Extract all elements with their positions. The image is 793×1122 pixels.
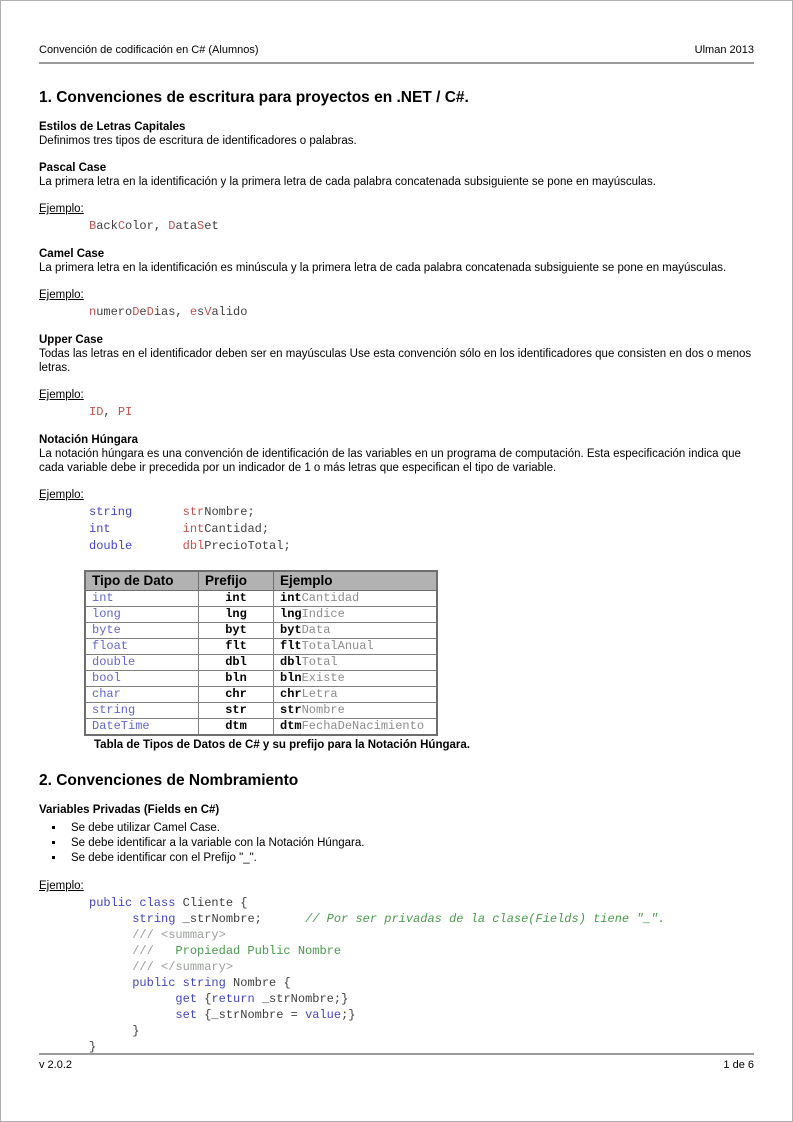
table-row [85, 719, 437, 736]
example-rest: Letra [301, 687, 338, 701]
code-segment: int [182, 522, 205, 536]
upper-case-block [39, 333, 754, 375]
code-line [89, 504, 754, 521]
code-segment [132, 505, 182, 519]
example-prefix: byt [280, 623, 302, 637]
table-cell: double [85, 655, 199, 671]
capital-styles-heading: Estilos de Letras Capitales [39, 121, 186, 133]
code-segment: ack [96, 219, 118, 233]
private-variables-block [39, 803, 754, 866]
code-line [89, 1007, 754, 1023]
table-row [85, 607, 437, 623]
table-cell [274, 639, 438, 655]
code-segment: set [175, 1008, 198, 1022]
code-segment: et [204, 219, 219, 233]
table-cell [274, 703, 438, 719]
code-segment: V [204, 305, 212, 319]
table-cell: dbl [199, 655, 274, 671]
code-segment: dbl [182, 539, 205, 553]
code-segment [111, 522, 183, 536]
example-rest: FechaDeNacimiento [301, 719, 425, 733]
example-rest: Data [301, 623, 331, 637]
code-segment: ID [89, 405, 104, 419]
camel-example-code [89, 304, 754, 320]
code-segment: D [146, 305, 154, 319]
example-rest: Nombre [301, 703, 345, 717]
code-line [89, 218, 754, 234]
table-cell: bool [85, 671, 199, 687]
code-segment: string [89, 505, 133, 519]
example-rest: TotalAnual [301, 639, 374, 653]
table-cell [274, 687, 438, 703]
example-rest: Indice [301, 607, 345, 621]
code-segment: Cantidad; [204, 522, 270, 536]
table-cell: str [199, 703, 274, 719]
upper-example-label: Ejemplo: [39, 389, 84, 401]
table-cell: int [85, 591, 199, 607]
table-cell: DateTime [85, 719, 199, 736]
table-cell: long [85, 607, 199, 623]
code-segment: e [189, 305, 198, 319]
code-segment: _strNombre; [175, 912, 306, 926]
hungarian-heading: Notación Húngara [39, 434, 139, 446]
section1-title: 1. Convenciones de escritura para proyectos en .NET / C#. [39, 89, 469, 106]
pascal-case-block [39, 161, 754, 189]
table-row [85, 639, 437, 655]
code-segment: } [89, 1024, 140, 1038]
code-segment: /// <summary> [89, 928, 226, 942]
code-segment [89, 1008, 175, 1022]
pascal-example-code [89, 218, 754, 234]
section2-title: 2. Convenciones de Nombramiento [39, 772, 299, 789]
example-prefix: dbl [280, 655, 302, 669]
code-line [89, 911, 754, 927]
hungarian-example-code [89, 504, 754, 555]
code-segment: D [132, 305, 140, 319]
code-segment [132, 539, 182, 553]
code-segment: public class [89, 896, 176, 910]
code-line [89, 521, 754, 538]
camel-example-label: Ejemplo: [39, 289, 84, 301]
example-prefix: int [280, 591, 302, 605]
table-cell: byte [85, 623, 199, 639]
code-segment: Cliente { [175, 896, 248, 910]
table-cell [274, 719, 438, 736]
table-cell: lng [199, 607, 274, 623]
hungarian-example-label: Ejemplo: [39, 489, 84, 501]
code-segment: alido [211, 305, 248, 319]
code-line [89, 538, 754, 555]
code-segment: return [211, 992, 255, 1006]
footer-version: v 2.0.2 [39, 1059, 73, 1071]
code-line [89, 927, 754, 943]
example-prefix: dtm [280, 719, 302, 733]
upper-example-code [89, 404, 754, 420]
example-prefix: flt [280, 639, 302, 653]
header-title: Convención de codificación en C# (Alumnos) [39, 44, 259, 56]
code-segment: olor, [125, 219, 169, 233]
table-cell: bln [199, 671, 274, 687]
code-segment: {_strNombre = [197, 1008, 306, 1022]
code-segment: _strNombre;} [254, 992, 349, 1006]
example-prefix: chr [280, 687, 302, 701]
table-cell: byt [199, 623, 274, 639]
table-caption: Tabla de Tipos de Datos de C# y su prefijo para la Notación Húngara. [94, 739, 470, 751]
code-segment: ata [175, 219, 198, 233]
footer-page-number: 1 de 6 [723, 1059, 754, 1071]
code-line [89, 943, 754, 959]
code-line [89, 991, 754, 1007]
table-cell: int [199, 591, 274, 607]
code-segment: { [197, 992, 212, 1006]
table-cell [274, 655, 438, 671]
page-header [39, 44, 754, 64]
code-segment: Propiedad Public Nombre [161, 944, 342, 958]
table-row [85, 591, 437, 607]
code-segment: PrecioTotal; [204, 539, 291, 553]
code-segment: // Por ser privadas de la clase(Fields) tiene "_". [305, 912, 666, 926]
camel-case-body: La primera letra en la identificación es minúscula y la primera letra de cada palabra concatenada subsiguiente se pone en mayúsculas. [39, 262, 727, 274]
camel-case-block [39, 247, 754, 275]
table-cell: float [85, 639, 199, 655]
example-prefix: str [280, 703, 302, 717]
table-header-cell: Tipo de Dato [85, 571, 199, 591]
example-rest: Cantidad [301, 591, 360, 605]
code-segment: get [175, 992, 198, 1006]
code-segment: string [132, 912, 176, 926]
table-cell: dtm [199, 719, 274, 736]
code-segment: B [89, 219, 97, 233]
code-segment: value [305, 1008, 342, 1022]
code-segment [89, 992, 175, 1006]
camel-case-heading: Camel Case [39, 248, 105, 260]
hungarian-body: La notación húngara es una convención de identificación de las variables en un programa de computación. Esta especificación indica que cada variable debe ir precedida por un indicador de 1 o más letras que especifican el tipo de variable. [39, 448, 741, 474]
code-segment: /// </summary> [89, 960, 234, 974]
upper-case-heading: Upper Case [39, 334, 103, 346]
code-line [89, 959, 754, 975]
table-cell [274, 607, 438, 623]
rule-item: ▪ Se debe utilizar Camel Case. [65, 821, 754, 836]
code-line [89, 304, 754, 320]
table-row [85, 623, 437, 639]
pascal-case-heading: Pascal Case [39, 162, 107, 174]
code-line [89, 895, 754, 911]
capital-styles-block [39, 120, 754, 148]
rule-item: ▪ Se debe identificar a la variable con la Notación Húngara. [65, 836, 754, 851]
code-segment: PI [117, 405, 133, 419]
table-cell [274, 623, 438, 639]
code-segment: } [89, 1040, 97, 1054]
table-row [85, 671, 437, 687]
capital-styles-body: Definimos tres tipos de escritura de identificadores o palabras. [39, 135, 357, 147]
page-footer [39, 1053, 754, 1071]
code-segment: e [139, 305, 147, 319]
table-row [85, 655, 437, 671]
code-segment: ;} [341, 1008, 356, 1022]
code-segment [89, 976, 132, 990]
table-cell: string [85, 703, 199, 719]
table-cell: chr [199, 687, 274, 703]
table-cell [274, 671, 438, 687]
code-segment: umero [96, 305, 133, 319]
pascal-example-label: Ejemplo: [39, 203, 84, 215]
cliente-class-code [89, 895, 754, 1055]
code-segment: n [89, 305, 97, 319]
code-segment [89, 912, 132, 926]
code-segment: double [89, 539, 133, 553]
code-segment: ias, [153, 305, 190, 319]
hungarian-prefix-table [84, 570, 438, 736]
pascal-case-body: La primera letra en la identificación y la primera letra de cada palabra concatenada subsiguiente se pone en mayúsculas. [39, 176, 656, 188]
code-segment: S [197, 219, 205, 233]
rule-item: ▪ Se debe identificar con el Prefijo "_". [65, 851, 754, 866]
code-line [89, 975, 754, 991]
header-author-year: Ulman 2013 [694, 44, 754, 56]
example-rest: Total [301, 655, 338, 669]
code-segment: C [117, 219, 126, 233]
code-segment: int [89, 522, 111, 536]
code-segment: public string [132, 976, 226, 990]
code-segment: /// [89, 944, 162, 958]
table-row [85, 687, 437, 703]
table-header-cell: Prefijo [199, 571, 274, 591]
code-line [89, 404, 754, 420]
table-row [85, 703, 437, 719]
hungarian-notation-block [39, 433, 754, 475]
section2-example-label: Ejemplo: [39, 880, 84, 892]
table-header-cell: Ejemplo [274, 571, 438, 591]
example-rest: Existe [301, 671, 345, 685]
private-variables-rules [39, 821, 754, 866]
code-segment: Nombre; [204, 505, 255, 519]
table-cell: flt [199, 639, 274, 655]
code-segment: D [168, 219, 176, 233]
code-line [89, 1023, 754, 1039]
upper-case-body: Todas las letras en el identificador deben ser en mayúsculas Use esta convención sólo en los identificadores que consisten en dos o menos letras. [39, 348, 752, 374]
table-cell [274, 591, 438, 607]
private-variables-heading: Variables Privadas (Fields en C#) [39, 804, 220, 816]
code-segment: , [103, 405, 118, 419]
table-header-row [85, 571, 437, 591]
code-segment: s [197, 305, 205, 319]
code-segment: Nombre { [225, 976, 291, 990]
table-cell: char [85, 687, 199, 703]
example-prefix: lng [280, 607, 302, 621]
example-prefix: bln [280, 671, 302, 685]
code-segment: str [182, 505, 205, 519]
